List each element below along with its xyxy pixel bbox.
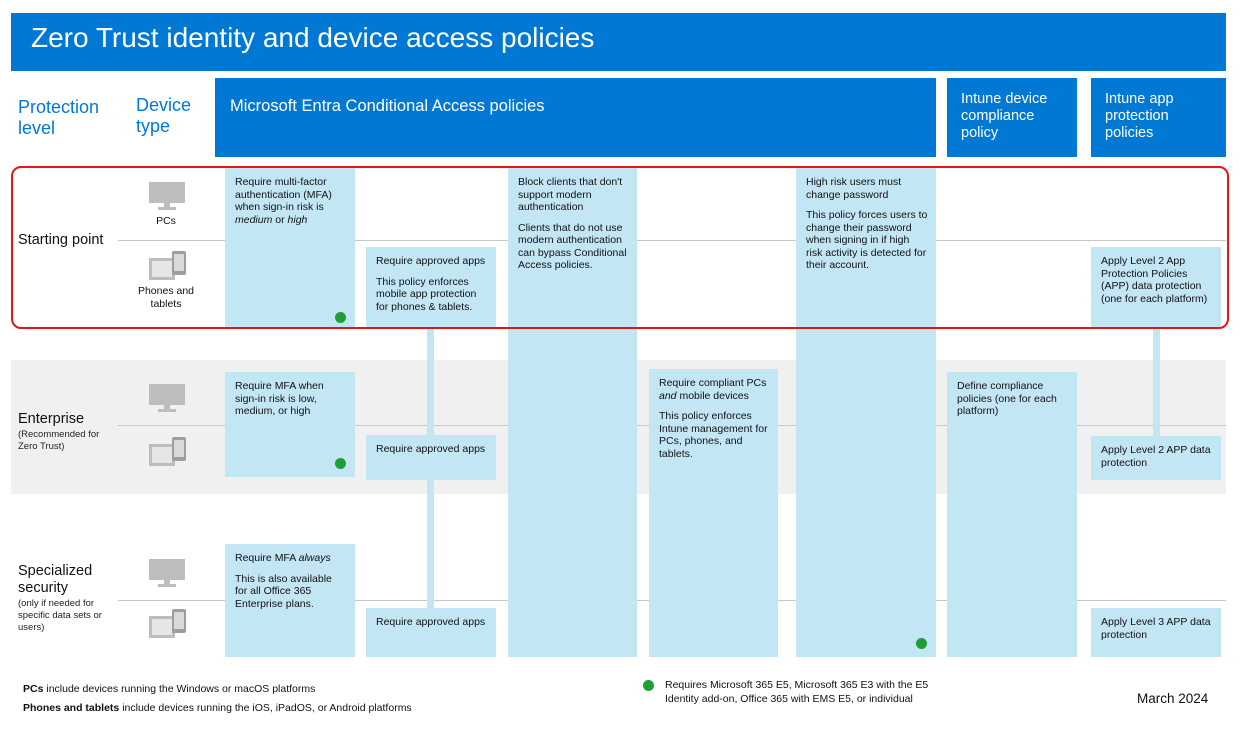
- level-enterprise: Enterprise: [18, 411, 85, 427]
- e5-required-dot: [916, 638, 927, 649]
- app-level3-text: Apply Level 3 APP data protection: [1101, 616, 1211, 641]
- policy-define-compliance: [947, 372, 1077, 657]
- policy-app-level3: [1091, 608, 1221, 657]
- policy-mfa-always: [225, 544, 355, 657]
- approved-apps-enterprise-text: Require approved apps: [376, 443, 486, 455]
- mfa-risk-medium: medium: [235, 213, 273, 226]
- high-risk-desc: This policy forces users to change their password when signing in if high risk activity is detected for their account.: [806, 209, 928, 271]
- connector-app-protection: [1153, 326, 1160, 436]
- mfa-always-prefix: Require MFA: [235, 552, 299, 564]
- approved-apps-specialized-text: Require approved apps: [376, 616, 486, 628]
- level-specialized-note: (only if needed for specific data sets or users): [18, 598, 102, 633]
- header-intune-app-label: Intune app protection policies: [1105, 91, 1174, 141]
- app-level2-starting-text: Apply Level 2 App Protection Policies (APP) data protection (one for each platform): [1101, 255, 1208, 305]
- header-conditional-access-label: Microsoft Entra Conditional Access policies: [230, 97, 545, 115]
- e5-required-dot: [335, 458, 346, 469]
- approved-apps-title: Require approved apps: [376, 255, 486, 267]
- footnote-pcs-bold: PCs: [23, 683, 44, 695]
- phone-tablet-icon: [148, 436, 188, 468]
- compliant-prefix: Require compliant PCs: [659, 377, 767, 389]
- mfa-risk-text: Require multi-factor authentication (MFA) when sign-in risk is: [235, 176, 332, 213]
- header-device-type: Device type: [136, 95, 192, 136]
- level-specialized: Specialized security: [18, 563, 93, 596]
- define-compliance-text: Define compliance policies (one for each platform): [957, 380, 1057, 417]
- compliant-suffix: mobile devices: [676, 389, 749, 402]
- mfa-low-text: Require MFA when sign-in risk is low, medium, or high: [235, 380, 324, 417]
- level-starting-point: Starting point: [18, 232, 104, 248]
- legend-dot: [643, 680, 654, 691]
- footnote-pcs: [23, 682, 583, 696]
- phone-tablet-icon: [148, 608, 188, 640]
- pc-monitor-icon: [148, 383, 186, 413]
- device-label-pcs: PCs: [156, 215, 176, 227]
- header-protection-level: Protection level: [18, 97, 100, 138]
- mfa-always-desc: This is also available for all Office 365 Enterprise plans.: [235, 572, 332, 610]
- mfa-always-em: always: [298, 552, 331, 564]
- policy-compliant-devices: [649, 369, 778, 657]
- header-intune-app: [1091, 78, 1226, 157]
- level-enterprise-note: (Recommended for Zero Trust): [18, 429, 100, 452]
- legend-text: Requires Microsoft 365 E5, Microsoft 365 E3 with the E5 Identity add-on, Office 365 with EMS E5, or individual: [665, 679, 929, 705]
- block-legacy-title: Block clients that don't support modern authentication: [518, 176, 623, 213]
- title-bar: [11, 13, 1226, 71]
- app-level2-enterprise-text: Apply Level 2 APP data protection: [1101, 444, 1211, 469]
- starting-point-highlight: [11, 166, 1229, 329]
- header-intune-compliance-label: Intune device compliance policy: [961, 91, 1048, 141]
- page-title: Zero Trust identity and device access policies: [31, 22, 595, 53]
- device-label-phones: Phones and tablets: [137, 285, 195, 310]
- compliant-desc: This policy enforces Intune management for PCs, phones, and tablets.: [659, 410, 768, 460]
- compliant-and: and: [659, 389, 677, 402]
- mfa-risk-or: or: [272, 213, 288, 226]
- header-intune-compliance: [947, 78, 1077, 157]
- high-risk-title: High risk users must change password: [806, 176, 902, 201]
- footnote-phones-bold: Phones and tablets: [23, 702, 120, 714]
- pc-monitor-icon: [148, 558, 186, 588]
- footnote-phones: [23, 701, 583, 715]
- policy-app-level2-enterprise: [1091, 436, 1221, 480]
- policy-approved-apps-specialized: [366, 608, 496, 657]
- approved-apps-desc: This policy enforces mobile app protection for phones & tablets.: [376, 275, 477, 313]
- header-conditional-access: [215, 78, 936, 157]
- mfa-risk-high: high: [287, 213, 308, 226]
- footnote-pcs-text: include devices running the Windows or macOS platforms: [43, 683, 316, 695]
- policy-approved-apps-enterprise: [366, 435, 496, 480]
- block-legacy-desc: Clients that do not use modern authentication can bypass Conditional Access policies.: [518, 221, 627, 271]
- date-label: March 2024: [1137, 691, 1209, 706]
- footnote-phones-text: include devices running the iOS, iPadOS, or Android platforms: [119, 702, 412, 714]
